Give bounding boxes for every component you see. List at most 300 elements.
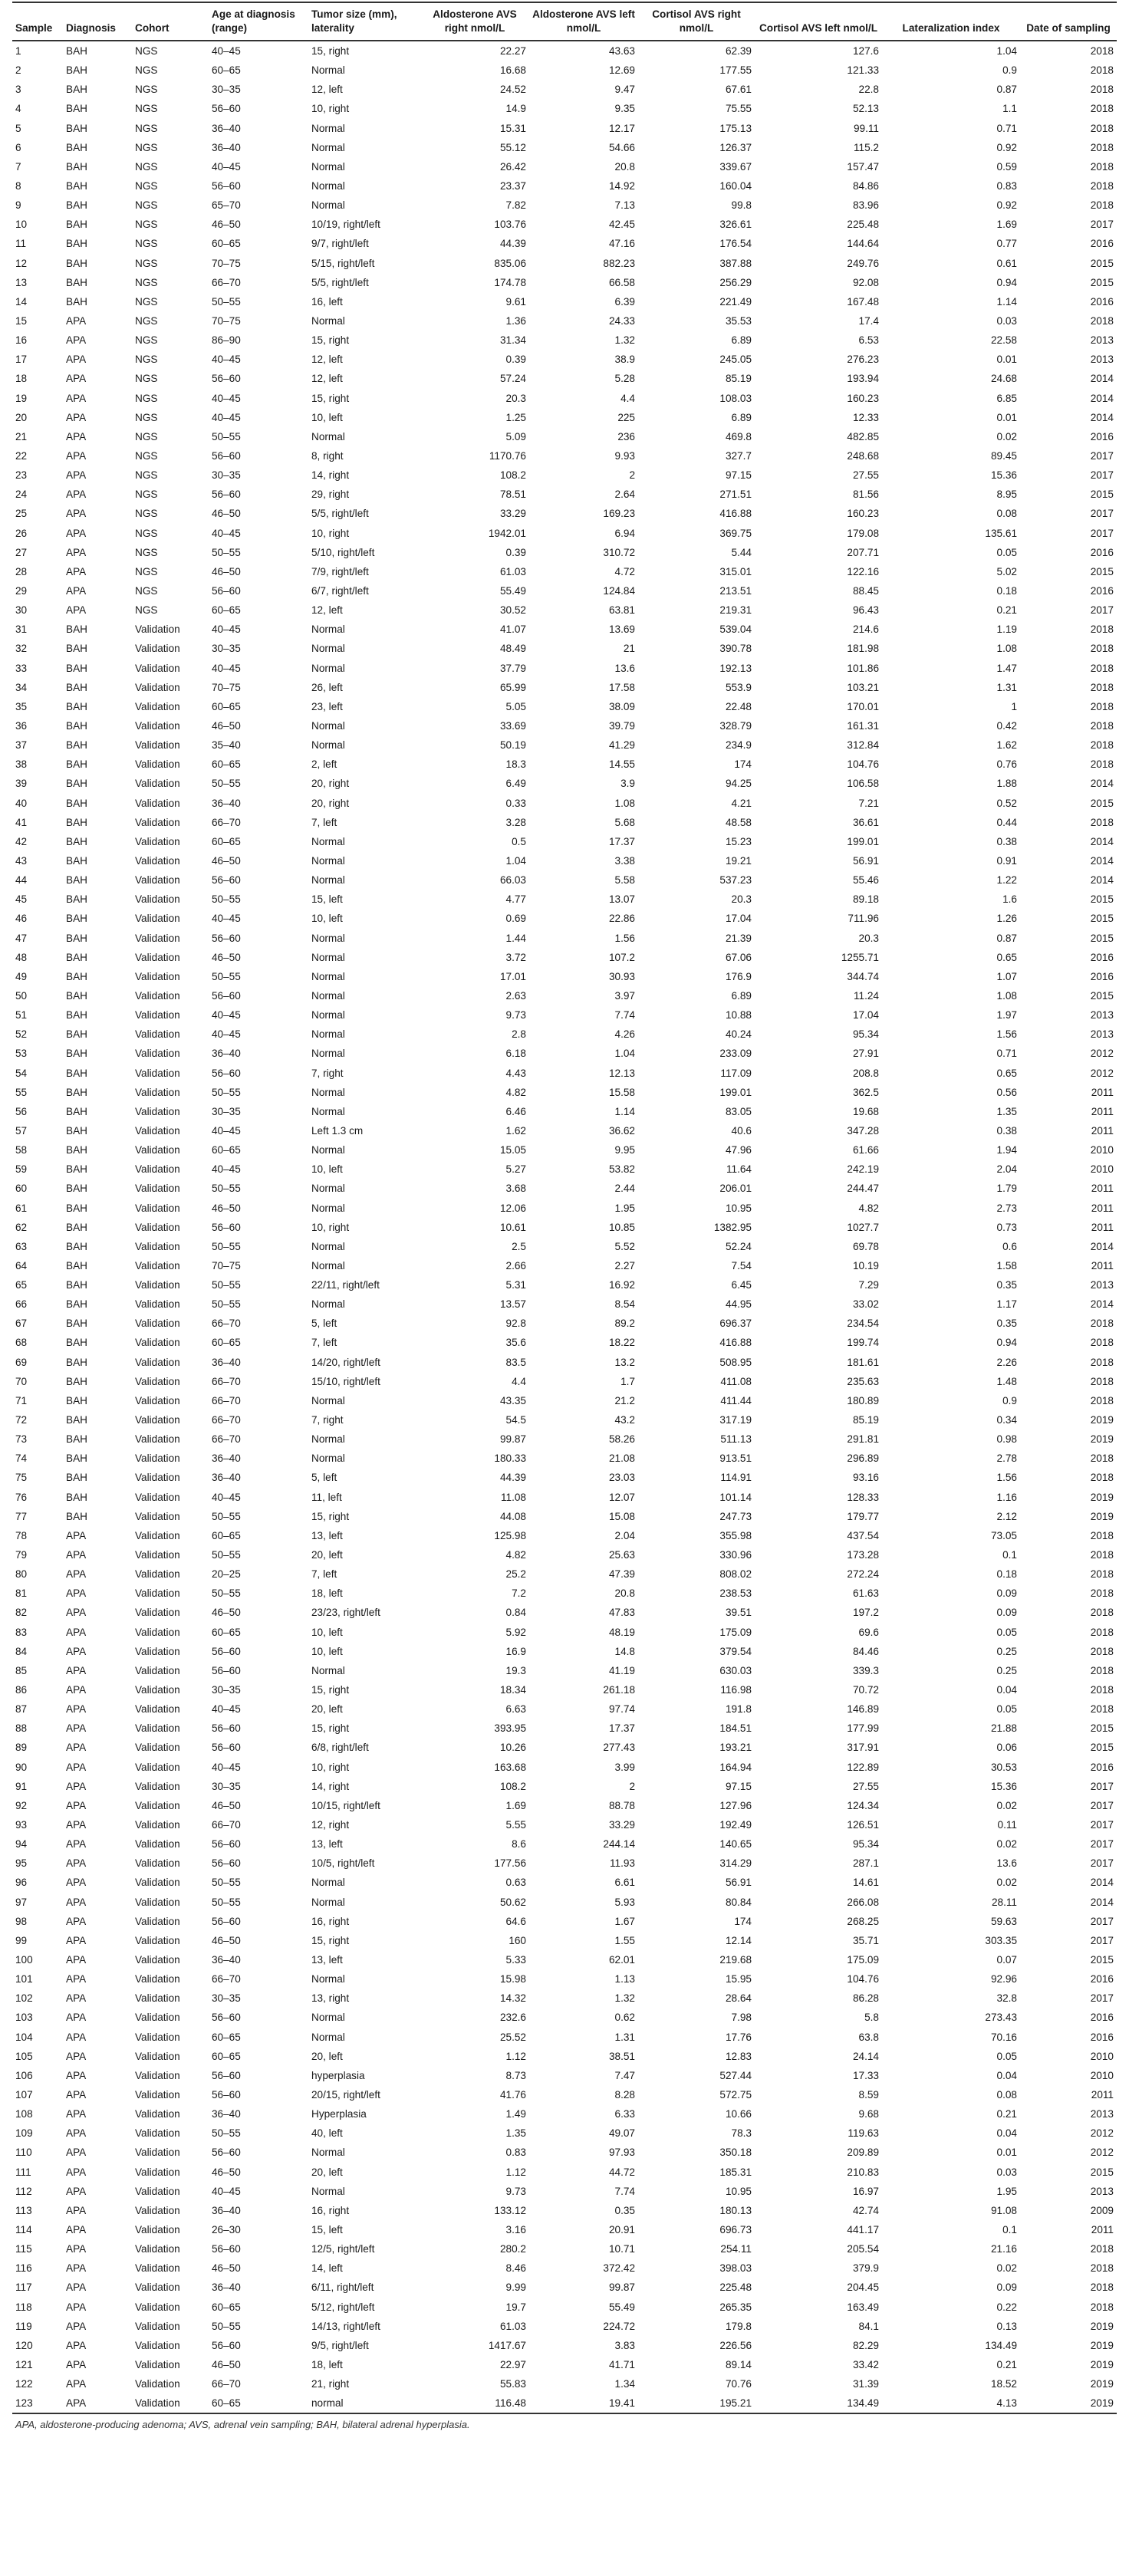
cell-lateralization-index: 92.96 [990,1973,1017,1985]
cell-lateralization-index: 1.16 [996,1491,1017,1503]
cell-aldosterone-right: 1.69 [505,1799,526,1811]
cell-date: 2009 [1090,2204,1114,2216]
cell-cortisol-left: 36.61 [852,816,879,828]
cell-diagnosis: BAH [66,623,87,636]
cell-cortisol-right: 78.3 [731,2127,752,2140]
cell-lateralization-index: 1.26 [996,913,1017,925]
cell-aldosterone-right: 1.25 [505,411,526,423]
cell-diagnosis: BAH [66,1202,87,1214]
cell-tumor-size: 15, left [311,2223,343,2235]
cell-lateralization-index: 0.22 [996,2301,1017,2313]
cell-sample: 80 [15,1568,28,1581]
cell-aldosterone-right: 83.5 [505,1356,526,1368]
cell-sample: 107 [15,2088,33,2101]
cell-aldosterone-right: 5.27 [505,1163,526,1176]
cell-sample: 14 [15,295,28,308]
cell-tumor-size: Normal [311,1028,345,1041]
cell-cohort: Validation [135,1857,180,1870]
cell-tumor-size: Normal [311,739,345,752]
cell-aldosterone-left: 47.83 [608,1607,635,1619]
cell-cortisol-left: 4.82 [858,1202,879,1214]
table-row [12,832,1117,851]
cell-aldosterone-right: 9.99 [505,2282,526,2294]
table-row [12,2297,1117,2316]
cell-cohort: Validation [135,739,180,752]
cell-age: 56–60 [212,2243,241,2255]
cell-aldosterone-left: 2.44 [614,1183,635,1195]
cell-aldosterone-left: 5.28 [614,373,635,385]
cell-aldosterone-left: 21.08 [608,1452,635,1465]
cell-tumor-size: 7/9, right/left [311,565,369,577]
cell-cortisol-right: 160.04 [719,180,752,192]
cell-diagnosis: BAH [66,758,87,771]
cell-diagnosis: APA [66,315,87,327]
cell-sample: 30 [15,604,28,617]
cell-cohort: Validation [135,1684,180,1696]
cell-sample: 105 [15,2050,33,2062]
cell-cortisol-right: 126.37 [719,141,752,153]
table-row [12,1333,1117,1352]
cell-lateralization-index: 32.8 [996,1992,1017,2005]
table-row [12,755,1117,774]
table-row [12,1564,1117,1584]
cell-cortisol-left: 19.68 [852,1105,879,1117]
cell-diagnosis: APA [66,2088,87,2101]
cell-aldosterone-left: 44.72 [608,2166,635,2178]
cell-aldosterone-left: 1.31 [614,2031,635,2043]
cell-cohort: Validation [135,1953,180,1966]
cell-aldosterone-left: 14.8 [614,1645,635,1657]
cell-age: 40–45 [212,392,241,404]
cell-date: 2018 [1090,1587,1114,1600]
cell-aldosterone-left: 21.2 [614,1394,635,1406]
cell-lateralization-index: 0.18 [996,1568,1017,1581]
cell-aldosterone-left: 1.55 [614,1934,635,1946]
cell-cortisol-left: 208.8 [852,1067,879,1079]
cell-lateralization-index: 0.38 [996,1124,1017,1137]
cell-aldosterone-left: 21 [623,643,635,655]
cell-cortisol-right: 206.01 [719,1183,752,1195]
cell-cortisol-right: 176.54 [719,238,752,250]
cell-cortisol-left: 207.71 [847,546,879,558]
cell-sample: 37 [15,739,28,752]
cell-sample: 1 [15,45,21,58]
cell-age: 66–70 [212,1414,241,1426]
cell-tumor-size: 6/8, right/left [311,1742,369,1754]
cell-diagnosis: APA [66,430,87,442]
cell-age: 36–40 [212,2108,241,2120]
cell-tumor-size: 5, left [311,1472,337,1484]
cell-tumor-size: 12, right [311,1819,350,1831]
cell-diagnosis: APA [66,1568,87,1581]
cell-sample: 45 [15,893,28,906]
cell-aldosterone-left: 372.42 [603,2262,635,2275]
cell-date: 2019 [1090,1491,1114,1503]
cell-date: 2018 [1090,1394,1114,1406]
cell-aldosterone-right: 18.34 [499,1684,526,1696]
cell-aldosterone-left: 8.54 [614,1298,635,1311]
cell-tumor-size: 40, left [311,2127,343,2140]
cell-age: 50–55 [212,1510,241,1522]
cell-sample: 53 [15,1048,28,1060]
cell-date: 2018 [1090,1318,1114,1330]
cell-age: 50–55 [212,295,241,308]
cell-cortisol-left: 96.43 [852,604,879,617]
cell-sample: 101 [15,1973,33,1985]
cell-lateralization-index: 0.9 [1002,64,1017,77]
cell-aldosterone-right: 180.33 [494,1452,526,1465]
cell-aldosterone-left: 38.9 [614,354,635,366]
cell-tumor-size: Normal [311,643,345,655]
cell-date: 2015 [1090,489,1114,501]
cell-tumor-size: Normal [311,122,345,134]
cell-date: 2018 [1090,739,1114,752]
cell-date: 2018 [1090,2282,1114,2294]
cell-tumor-size: Normal [311,315,345,327]
cell-diagnosis: BAH [66,295,87,308]
cell-aldosterone-left: 55.49 [608,2301,635,2313]
cell-aldosterone-right: 5.55 [505,1819,526,1831]
cell-diagnosis: APA [66,1973,87,1985]
cell-lateralization-index: 0.6 [1002,1240,1017,1252]
table-row [12,659,1117,678]
cell-cohort: Validation [135,1009,180,1022]
cell-sample: 112 [15,2185,32,2197]
cell-aldosterone-left: 15.08 [608,1510,635,1522]
cell-diagnosis: BAH [66,1183,87,1195]
cell-age: 40–45 [212,1028,241,1041]
cell-cohort: NGS [135,411,158,423]
cell-aldosterone-right: 0.39 [505,546,526,558]
cell-diagnosis: APA [66,2185,87,2197]
cell-cortisol-right: 44.95 [725,1298,752,1311]
table-row [12,1102,1117,1121]
cell-aldosterone-right: 5.05 [505,700,526,712]
cell-aldosterone-right: 3.28 [505,816,526,828]
cell-sample: 123 [12,2393,63,2413]
cell-cortisol-right: 387.88 [719,257,752,269]
cell-cortisol-left: 181.61 [847,1356,879,1368]
cell-diagnosis: APA [66,1819,87,1831]
cell-date: 2010 [1090,2050,1114,2062]
cell-age: 36–40 [212,2282,241,2294]
cell-cortisol-left: 160.23 [847,508,879,520]
cell-sample: 49 [15,970,28,982]
cell-cortisol-right: 101.14 [719,1491,752,1503]
cell-aldosterone-left: 25.63 [608,1549,635,1561]
cell-tumor-size: 18, left [311,2358,343,2370]
cell-date: 2019 [1090,1414,1114,1426]
cell-cortisol-right: 56.91 [725,1877,752,1889]
cell-date: 2018 [1090,1626,1114,1638]
cell-cortisol-right: 89.14 [725,2358,752,2370]
cell-cortisol-right: 6.89 [731,334,752,347]
cell-date: 2010 [1090,2069,1114,2081]
cell-cortisol-left: 173.28 [847,1549,879,1561]
cell-date: 2013 [1090,2108,1114,2120]
cell-diagnosis: APA [66,565,87,577]
cell-sample: 108 [15,2108,33,2120]
cell-lateralization-index: 1.56 [996,1472,1017,1484]
cell-date: 2015 [1090,565,1114,577]
cell-lateralization-index: 0.77 [996,238,1017,250]
cell-lateralization-index: 1.97 [996,1009,1017,1022]
table-row [12,61,1117,80]
cell-lateralization-index: 4.13 [882,2393,1020,2413]
cell-lateralization-index: 1.22 [996,874,1017,887]
cell-aldosterone-right: 1.04 [505,854,526,867]
cell-cortisol-left: 69.6 [858,1626,879,1638]
table-row [12,1969,1117,1989]
cell-sample: 39 [15,778,28,790]
cell-cortisol-left: 92.08 [852,276,879,288]
cell-lateralization-index: 0.1 [1002,2223,1017,2235]
cell-age: 36–40 [212,797,241,809]
cell-cortisol-left: 157.47 [847,160,879,173]
table-row [12,1121,1117,1140]
cell-diagnosis: BAH [66,1394,87,1406]
cell-lateralization-index: 0.07 [996,1953,1017,1966]
cell-aldosterone-right: 44.39 [499,238,526,250]
cell-sample: 17 [15,354,28,366]
cell-cortisol-right: 539.04 [719,623,752,636]
cell-diagnosis: APA [66,527,87,539]
cell-aldosterone-left: 882.23 [603,257,635,269]
cell-tumor-size: Normal [311,1394,345,1406]
cell-lateralization-index: 0.25 [996,1645,1017,1657]
cell-cortisol-right: 140.65 [719,1838,752,1851]
cell-diagnosis: BAH [66,854,87,867]
cell-lateralization-index: 0.01 [996,354,1017,366]
cell-diagnosis: BAH [66,1356,87,1368]
cell-diagnosis: BAH [66,1086,87,1098]
cell-cortisol-left: 204.45 [847,2282,879,2294]
cell-cortisol-left: 17.33 [852,2069,879,2081]
table-row [12,2066,1117,2085]
cell-aldosterone-left: 58.26 [608,1433,635,1446]
cell-tumor-size: 18, left [311,1587,343,1600]
cell-cohort: NGS [135,276,158,288]
cell-diagnosis: BAH [66,797,87,809]
cell-sample: 88 [15,1722,28,1735]
cell-cohort: Validation [135,662,180,674]
cell-cortisol-left: 234.54 [847,1318,879,1330]
cell-date: 2017 [1090,1799,1114,1811]
cell-cohort: Validation [135,1240,180,1252]
cell-aldosterone-right: 33.69 [499,719,526,732]
cell-date: 2018 [1090,681,1114,693]
cell-cortisol-right: 379.54 [719,1645,752,1657]
cell-cortisol-left: 95.34 [852,1838,879,1851]
cell-diagnosis: BAH [66,84,87,96]
cell-aldosterone-right: 22.27 [499,45,526,58]
header-aldosterone-right: Aldosterone AVS right nmol/L [420,2,529,41]
cell-cortisol-left: 7.29 [858,1279,879,1291]
cell-sample: 27 [15,546,28,558]
cell-aldosterone-left: 7.47 [614,2069,635,2081]
cell-cortisol-right: 4.21 [731,797,752,809]
cell-cortisol-right: 15.23 [725,835,752,847]
cell-cortisol-left: 83.96 [852,199,879,212]
cell-diagnosis: APA [66,1953,87,1966]
cell-tumor-size: Normal [311,951,345,963]
cell-aldosterone-right: 50.19 [499,739,526,752]
cell-lateralization-index: 0.94 [996,1337,1017,1349]
cell-aldosterone-left: 1.08 [614,797,635,809]
cell-cohort: Validation [135,1934,180,1946]
cell-age: 70–75 [212,257,241,269]
cell-aldosterone-right: 0.63 [505,1877,526,1889]
cell-aldosterone-right: 41.76 [499,2088,526,2101]
cell-tumor-size: 7, left [311,1337,337,1349]
cell-sample: 19 [15,392,28,404]
cell-cortisol-right: 219.68 [719,1953,752,1966]
cell-age: 40–45 [212,527,241,539]
cell-cortisol-left: 160.23 [847,392,879,404]
cell-age: 50–55 [212,893,241,906]
cell-cohort: Validation [135,2301,180,2313]
cell-sample: 58 [15,1144,28,1156]
cell-aldosterone-right: 6.46 [505,1105,526,1117]
cell-diagnosis: APA [66,1992,87,2005]
header-tumor-size: Tumor size (mm), laterality [308,2,420,41]
cell-aldosterone-right: 1.44 [505,932,526,944]
cell-cohort: Validation [135,2243,180,2255]
cell-date: 2019 [1090,2320,1114,2332]
cell-cortisol-left: 177.99 [847,1722,879,1735]
cell-cohort: NGS [135,546,158,558]
cell-cortisol-left: 214.6 [852,623,879,636]
cell-cortisol-left: 56.91 [852,854,879,867]
cell-tumor-size: Left 1.3 cm [311,1124,364,1137]
cell-cortisol-right: 314.29 [719,1857,752,1870]
cell-cortisol-right: 630.03 [719,1664,752,1676]
cell-date: 2013 [1090,334,1114,347]
cell-lateralization-index: 2.12 [996,1510,1017,1522]
cell-lateralization-index: 0.9 [1002,1394,1017,1406]
cell-sample: 70 [15,1375,28,1387]
cell-diagnosis: APA [66,1684,87,1696]
cell-aldosterone-left: 5.93 [614,1896,635,1908]
cell-aldosterone-left: 6.94 [614,527,635,539]
cell-date: 2014 [1090,1896,1114,1908]
cell-cohort: Validation [135,2339,180,2351]
cell-aldosterone-right: 64.6 [505,1915,526,1927]
cell-age: 56–60 [212,1645,241,1657]
cell-cortisol-right: 40.6 [731,1124,752,1137]
cell-sample: 94 [15,1838,28,1851]
cell-sample: 59 [15,1163,28,1176]
table-row [12,890,1117,909]
cell-sample: 47 [15,932,28,944]
cell-date: 2017 [1090,450,1114,462]
cell-aldosterone-left: 225 [617,411,635,423]
cell-aldosterone-right: 7.82 [505,199,526,212]
cell-sample: 77 [15,1510,28,1522]
table-row [12,389,1117,408]
cell-tumor-size: 13, right [311,1992,350,2005]
cell-aldosterone-right: 25.52 [499,2031,526,2043]
table-row [12,967,1117,986]
cell-cohort: Validation [135,951,180,963]
cell-cohort: NGS [135,45,158,58]
cell-lateralization-index: 0.35 [996,1318,1017,1330]
cell-age: 60–65 [209,2393,308,2413]
cell-age: 56–60 [212,932,241,944]
cell-aldosterone-left: 13.07 [608,893,635,906]
cell-age: 46–50 [212,565,241,577]
cell-tumor-size: Normal [311,1664,345,1676]
cell-tumor-size: Normal [311,2012,345,2024]
cell-diagnosis: APA [66,411,87,423]
cell-lateralization-index: 0.04 [996,2069,1017,2081]
cell-cohort: Validation [135,623,180,636]
cell-cohort: Validation [135,874,180,887]
cell-aldosterone-right: 11.08 [500,1491,526,1503]
cell-cortisol-left: 362.5 [852,1086,879,1098]
cell-cortisol-left: 161.31 [847,719,879,732]
cell-age: 40–45 [212,160,241,173]
cell-sample: 50 [15,989,28,1002]
cell-tumor-size: 14, right [311,1780,350,1792]
header-sample: Sample [12,2,63,41]
cell-cohort: Validation [135,1124,180,1137]
cell-lateralization-index: 0.1 [1002,1549,1017,1561]
cell-aldosterone-left: 1.32 [614,1992,635,2005]
cell-aldosterone-left: 9.95 [614,1144,635,1156]
cell-lateralization-index: 1.6 [1002,893,1017,906]
cell-tumor-size: normal [308,2393,420,2413]
table-row [12,1198,1117,1217]
cell-sample: 46 [15,913,28,925]
cell-cortisol-left: 249.76 [847,257,879,269]
cell-cohort: NGS [135,585,158,597]
cell-cohort: NGS [135,122,158,134]
cell-date: 2016 [1090,546,1114,558]
cell-tumor-size: Normal [311,1433,345,1446]
cell-cohort: Validation [135,1048,180,1060]
cell-aldosterone-right: 108.2 [499,1780,526,1792]
cell-sample: 85 [15,1664,28,1676]
cell-age: 60–65 [212,2031,241,2043]
cell-date: 2015 [1090,1742,1114,1754]
cell-cortisol-left: 55.46 [852,874,879,887]
cell-aldosterone-left: 1.32 [614,334,635,347]
cell-cortisol-left: 16.97 [852,2185,879,2197]
cell-cortisol-right: 67.61 [725,84,752,96]
cell-aldosterone-left: 4.26 [614,1028,635,1041]
table-row [12,543,1117,562]
table-row [12,1295,1117,1314]
cell-tumor-size: 13, left [311,1838,343,1851]
cell-tumor-size: 12, left [311,373,343,385]
cell-cohort: Validation [135,1472,180,1484]
cell-cohort: Validation [135,1722,180,1735]
table-row [12,1507,1117,1526]
cell-cortisol-right: 10.88 [725,1009,752,1022]
cell-cohort: Validation [135,681,180,693]
cell-cortisol-right: 80.84 [725,1896,752,1908]
cell-lateralization-index: 59.63 [990,1915,1017,1927]
cell-aldosterone-right: 19.3 [505,1664,526,1676]
cell-age: 60–65 [212,1337,241,1349]
cell-lateralization-index: 2.04 [996,1163,1017,1176]
cell-cohort: Validation [135,1337,180,1349]
cell-sample: 100 [15,1953,33,1966]
cell-sample: 36 [15,719,28,732]
cell-age: 66–70 [212,1973,241,1985]
cell-aldosterone-left: 9.35 [614,103,635,115]
